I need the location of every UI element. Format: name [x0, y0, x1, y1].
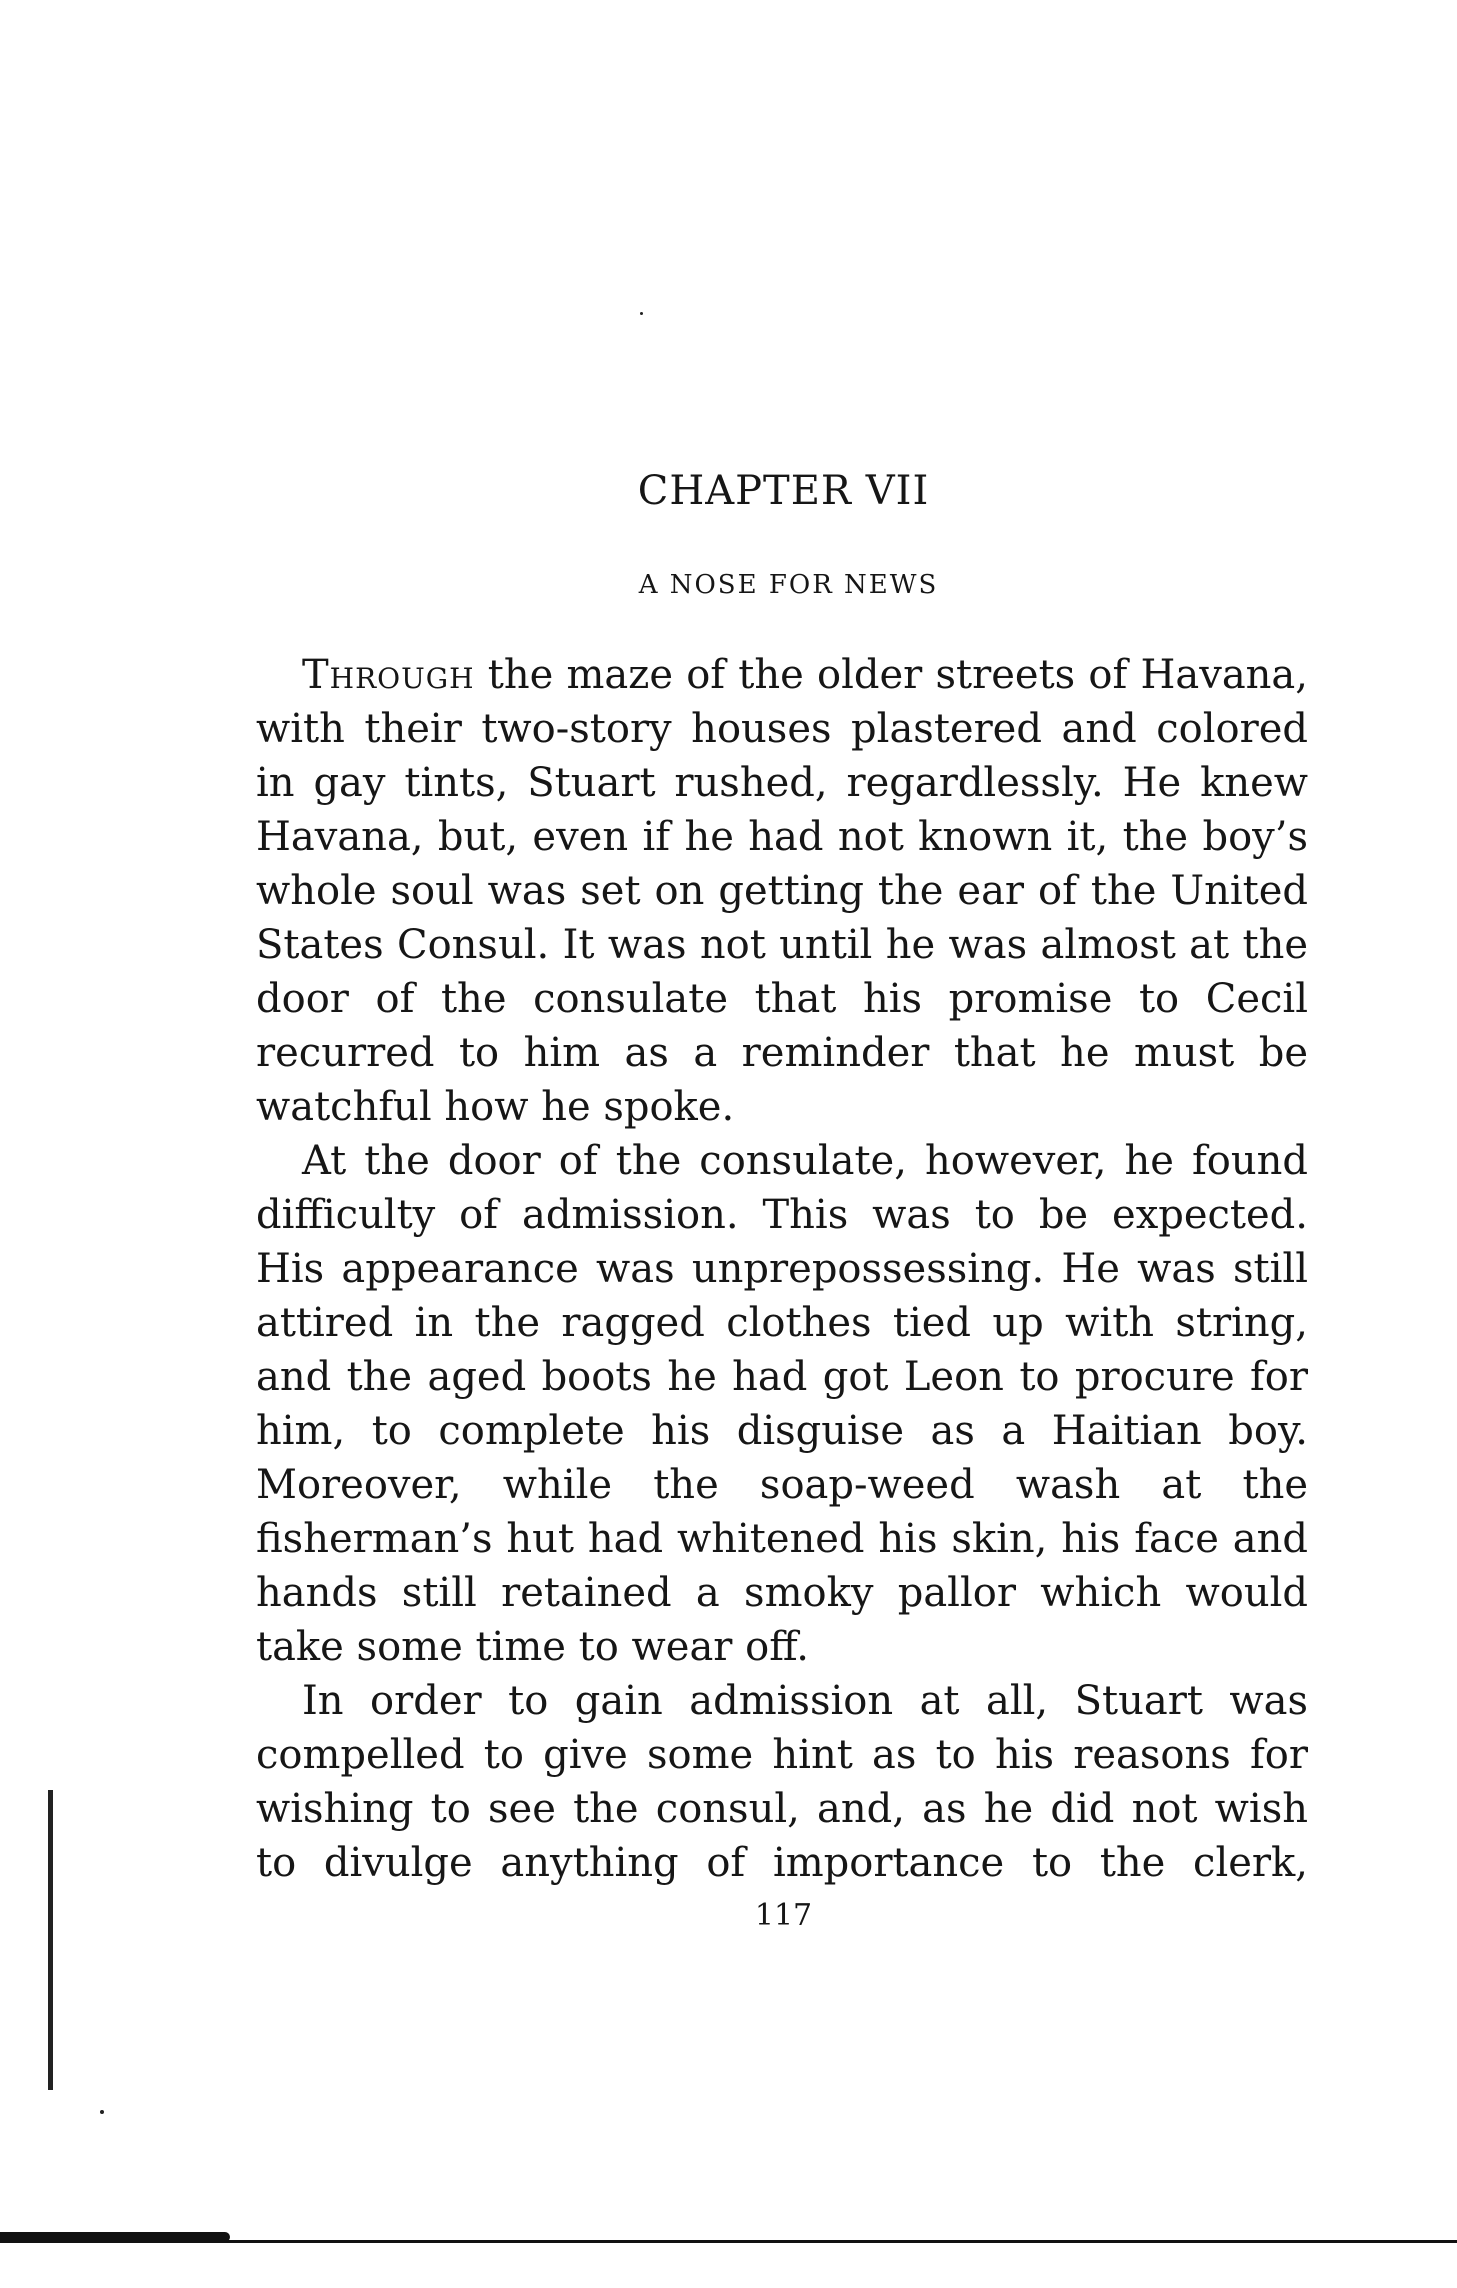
body-text [256, 648, 1308, 1890]
paragraph-3 [256, 1674, 1308, 1890]
paragraph-2 [256, 1134, 1308, 1674]
paragraph-1 [256, 648, 1308, 1134]
chapter-subtitle: A NOSE FOR NEWS [638, 570, 939, 600]
paragraph-text: At the door of the consulate, however, he found difficulty of admission. This was to be expected. His appearance was unprepossessing. He was still attired in the ragged clothes tied up with string, and the aged boots he had got Leon to procure for him, to complete his disguise as a Haitian boy. Moreover, while the soap-weed wash at the fisherman’s hut had whitened his skin, his face and hands still retained a smoky pallor which would take some time to wear off. [256, 1138, 1308, 1670]
scan-dot [100, 2110, 104, 2114]
paragraph-text: In order to gain admission at all, Stuart was compelled to give some hint as to his reasons for wishing to see the consul, and, as he did not wish to divulge anything of importance to the clerk, [256, 1678, 1308, 1886]
scan-edge-bar-left [48, 1790, 53, 2090]
scan-dot [640, 312, 643, 315]
paragraph-lead: Through [302, 652, 475, 698]
page-number: 117 [754, 1898, 813, 1933]
chapter-title: CHAPTER VII [637, 468, 930, 514]
paragraph-text: the maze of the older streets of Havana, with their two-story houses plastered and colored in gay tints, Stuart rushed, regardlessly. He knew Havana, but, even if he had not known it, the boy’s whole soul was set on getting the ear of the United States Consul. It was not until he was almost at the door of the consulate that his promise to Cecil recurred to him as a reminder that he must be watchful how he spoke. [256, 652, 1308, 1130]
scan-edge-bottom-thick [0, 2232, 230, 2242]
